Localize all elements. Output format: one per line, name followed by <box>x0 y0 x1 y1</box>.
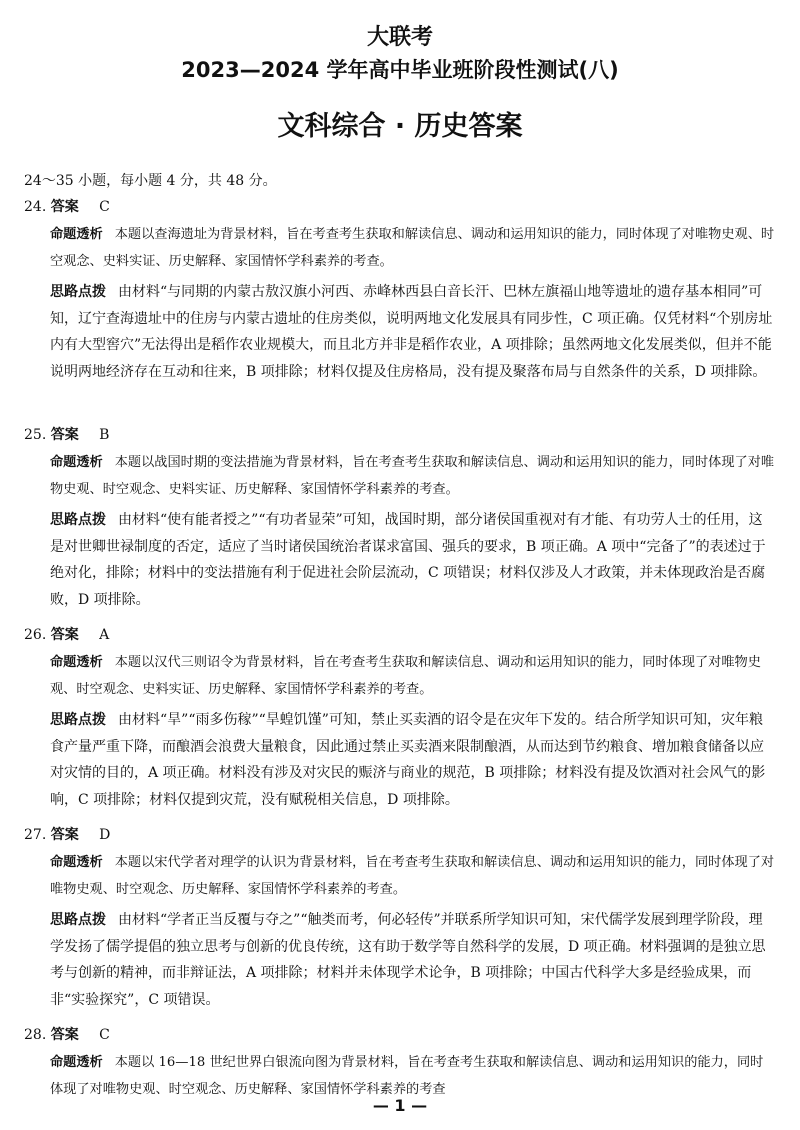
hint-label: 思路点拨 <box>50 284 106 300</box>
answer-label: 答案 <box>50 427 79 443</box>
question-26 <box>24 624 776 813</box>
answer-label: 答案 <box>50 627 79 643</box>
answer-line <box>24 624 776 646</box>
analysis-label: 命题透析 <box>50 455 103 470</box>
hint-text: 由材料“与同期的内蒙古敖汉旗小河西、赤峰林西县白音长汗、巴林左旗福山地等遗址的遗存基本相同”可知，辽宁查海遗址中的住房与内蒙古遗址的住房类似，说明两地文化发展具有同步性，C 项正确。仅凭材料“个别房址内有大型窖穴”无法得出是稻作农业规模大，而且北方并非是稻作农业，A 项排除；虽然两地文化发展类似，但并不能说明两地经济存在互动和往来，B 项排除；材料仅提及住房格局，没有提及聚落布局与自然条件的关系，D 项排除。 <box>50 284 773 380</box>
question-24 <box>24 196 776 385</box>
hint-paragraph <box>50 279 776 385</box>
analysis-label: 命题透析 <box>50 855 103 870</box>
hint-label: 思路点拨 <box>50 512 106 528</box>
answer-value: C <box>99 199 110 215</box>
hint-text: 由材料“旱”“雨多伤稼”“旱蝗饥馑”可知，禁止买卖酒的诏令是在灾年下发的。结合所学知识可知，灾年粮食产量严重下降，而酿酒会浪费大量粮食，因此通过禁止买卖酒来限制酿酒，从而达到节约粮食、增加粮食储备以应对灾情的目的，A 项正确。材料没有涉及对灾民的赈济与商业的规范，B 项排除；材料没有提及饮酒对社会风气的影响，C 项排除；材料仅提到灾荒，没有赋税相关信息，D 项排除。 <box>50 712 766 808</box>
analysis-text: 本题以 16—18 世纪世界白银流向图为背景材料，旨在考查考生获取和解读信息、调动和运用知识的能力，同时体现了对唯物史观、时空观念、历史解释、家国情怀学科素养的考查 <box>50 1055 764 1097</box>
analysis-paragraph <box>50 850 776 903</box>
question-number: 28. <box>24 1027 47 1043</box>
subject-title: 文科综合 · 历史答案 <box>277 111 523 142</box>
analysis-paragraph <box>50 650 776 703</box>
analysis-text: 本题以查海遗址为背景材料，旨在考查考生获取和解读信息、调动和运用知识的能力，同时体现了对唯物史观、时空观念、史料实证、历史解释、家国情怀学科素养的考查。 <box>50 227 775 269</box>
hint-label: 思路点拨 <box>50 712 106 728</box>
analysis-label: 命题透析 <box>50 1055 103 1070</box>
analysis-text: 本题以战国时期的变法措施为背景材料，旨在考查考生获取和解读信息、调动和运用知识的能力，同时体现了对唯物史观、时空观念、史料实证、历史解释、家国情怀学科素养的考查。 <box>50 455 775 497</box>
question-27 <box>24 824 776 1013</box>
hint-paragraph <box>50 507 776 613</box>
hint-label: 思路点拨 <box>50 912 106 928</box>
analysis-label: 命题透析 <box>50 227 103 242</box>
hint-paragraph <box>50 707 776 813</box>
answer-line <box>24 1024 776 1046</box>
answer-label: 答案 <box>50 1027 79 1043</box>
question-number: 27. <box>24 827 47 843</box>
analysis-text: 本题以宋代学者对理学的认识为背景材料，旨在考查考生获取和解读信息、调动和运用知识的能力，同时体现了对唯物史观、时空观念、历史解释、家国情怀学科素养的考查。 <box>50 855 775 897</box>
org-title: 大联考 <box>366 25 433 50</box>
hint-text: 由材料“使有能者授之”“有功者显荣”可知，战国时期，部分诸侯国重视对有才能、有功劳人士的任用，这是对世卿世禄制度的否定，适应了当时诸侯国统治者谋求富国、强兵的要求，B 项正确。A 项中“完备了”的表述过于绝对化，排除；材料中的变法措施有利于促进社会阶层流动，C 项错误；材料仅涉及人才政策，并未体现政治是否腐败，D 项排除。 <box>50 512 766 608</box>
analysis-paragraph <box>50 222 776 275</box>
intro-text: 24～35 小题，每小题 4 分，共 48 分。 <box>24 173 277 189</box>
question-25 <box>24 424 776 613</box>
answer-value: B <box>99 427 110 443</box>
question-number: 24. <box>24 199 47 215</box>
analysis-text: 本题以汉代三则诏令为背景材料，旨在考查考生获取和解读信息、调动和运用知识的能力，同时体现了对唯物史观、时空观念、史料实证、历史解释、家国情怀学科素养的考查。 <box>50 655 761 697</box>
hint-text: 由材料“学者正当反覆与夺之”“触类而考，何必轻传”并联系所学知识可知，宋代儒学发展到理学阶段，理学发扬了儒学提倡的独立思考与创新的优良传统，这有助于数学等自然科学的发展，D 项正确。材料强调的是独立思考与创新的精神，而非辩证法，A 项排除；材料并未体现学术论争，B 项排除；中国古代科学大多是经验成果，而非“实验探究”，C 项错误。 <box>50 912 766 1008</box>
answer-value: C <box>99 1027 110 1043</box>
exam-title: 2023—2024 学年高中毕业班阶段性测试(八) <box>181 58 619 82</box>
page-number: — 1 — <box>372 1096 428 1115</box>
question-28 <box>24 1024 776 1103</box>
analysis-paragraph <box>50 450 776 503</box>
question-number: 25. <box>24 427 47 443</box>
answer-line <box>24 824 776 846</box>
answer-line <box>24 424 776 446</box>
analysis-label: 命题透析 <box>50 655 103 670</box>
answer-value: D <box>99 827 111 843</box>
answer-line <box>24 196 776 218</box>
answer-label: 答案 <box>50 827 79 843</box>
answer-value: A <box>99 627 110 643</box>
answer-label: 答案 <box>50 199 79 215</box>
hint-paragraph <box>50 907 776 1013</box>
question-number: 26. <box>24 627 47 643</box>
